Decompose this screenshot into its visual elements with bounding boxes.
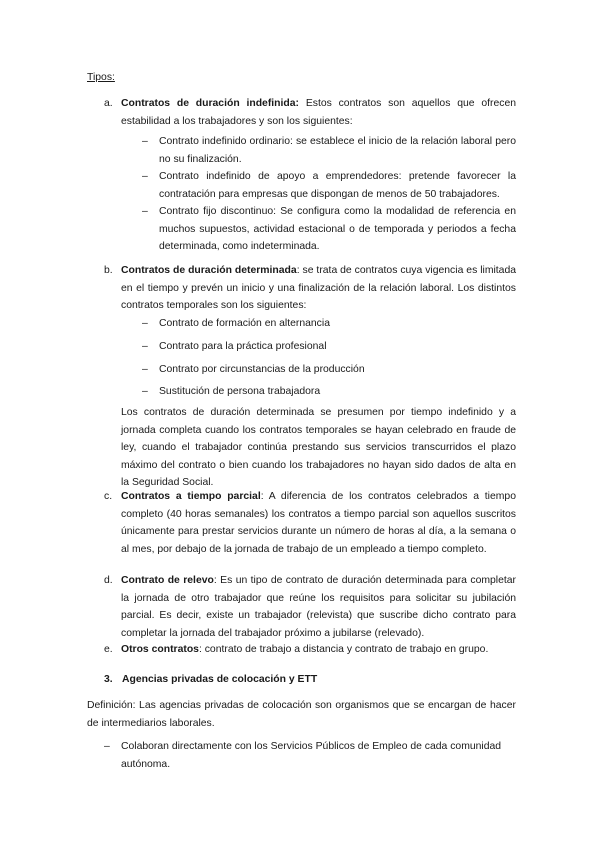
sub-item	[142, 383, 516, 401]
dash-marker: –	[142, 386, 148, 397]
list-marker: e.	[104, 644, 113, 655]
section-number: 3.	[104, 674, 113, 685]
dash-marker: –	[142, 136, 148, 147]
paragraph-text: Los contratos de duración determinada se presumen por tiempo indefinido y a jornada completa cuando los contratos temporales se hayan celebrado en fraude de ley, cuando el trabajador continúa prestando sus servicios transcurridos el plazo máximo del contrato o bien cuando los trabajadores no hayan sido dados de alta en la Seguridad Social.	[121, 407, 516, 489]
definition-paragraph: Definición: Las agencias privadas de colocación son organismos que se encargan de hacer de intermediarios laborales.	[87, 700, 516, 729]
bullet-text: Colaboran directamente con los Servicios Públicos de Empleo de cada comunidad autónoma.	[121, 741, 502, 770]
bullet-item	[104, 738, 516, 773]
section-heading-3	[104, 674, 317, 685]
item-text: : contrato de trabajo a distancia y contrato de trabajo en grupo.	[198, 644, 489, 655]
sub-item	[142, 361, 516, 379]
dash-marker: –	[104, 741, 110, 752]
sub-item-text: Contrato indefinido ordinario: se establece el inicio de la relación laboral pero no su finalización.	[159, 136, 516, 165]
dash-marker: –	[142, 318, 148, 329]
list-marker: d.	[104, 575, 113, 586]
section-heading-tipos: Tipos:	[87, 72, 115, 83]
item-text: : se trata de contratos cuya vigencia es limitada en el tiempo y prevén un inicio y una finalización de la relación laboral. Los distintos contratos temporales son los siguientes:	[121, 265, 517, 312]
sub-item	[142, 315, 516, 333]
section-title: Agencias privadas de colocación y ETT	[122, 674, 318, 685]
item-text: Estos contratos son aquellos que ofrecen estabilidad a los trabajadores y son los siguientes:	[121, 98, 516, 127]
list-item-b	[104, 262, 516, 315]
item-text: : A diferencia de los contratos celebrados a tiempo completo (40 horas semanales) los contratos a tiempo parcial son aquellos suscritos únicamente para prestar servicios durante un número de horas al día, a la semana o al mes, por debajo de la jornada de trabajo de un empleado a tiempo completo.	[121, 491, 516, 555]
list-item-c	[104, 488, 516, 558]
term-bold: Otros contratos	[121, 644, 199, 655]
sub-item	[142, 203, 516, 256]
dash-marker: –	[142, 364, 148, 375]
sub-item-text: Sustitución de persona trabajadora	[159, 386, 321, 397]
dash-marker: –	[142, 171, 148, 182]
dash-marker: –	[142, 341, 148, 352]
term-bold: Contrato de relevo	[121, 575, 214, 586]
list-item-e	[104, 641, 516, 659]
term-bold: Contratos de duración indefinida	[121, 98, 296, 109]
sub-item-text: Contrato para la práctica profesional	[159, 341, 327, 352]
list-marker: a.	[104, 98, 113, 109]
sub-item-text: Contrato fijo discontinuo: Se configura como la modalidad de referencia en muchos supuestos, actividad estacional o de temporada y periodos a fecha determinada, como indeterminada.	[159, 206, 516, 253]
sub-item-text: Contrato de formación en alternancia	[159, 318, 330, 329]
list-item-d	[104, 572, 516, 642]
dash-marker: –	[142, 206, 148, 217]
sub-item-text: Contrato por circunstancias de la producción	[159, 364, 365, 375]
term-bold: Contratos de duración determinada	[121, 265, 297, 276]
item-text: : Es un tipo de contrato de duración determinada para completar la jornada de otro trabajador que reúne los requisitos para solicitar su jubilación parcial. Es decir, existe un trabajador (relevista) que suscribe dicho contrato para completar la jornada del trabajador próximo a jubilarse (relevado).	[121, 575, 516, 639]
list-marker: b.	[104, 265, 113, 276]
sub-item	[142, 133, 516, 168]
term-bold: Contratos a tiempo parcial	[121, 491, 261, 502]
list-item-a: a. Contratos de duración indefinida: Estos contratos son aquellos que ofrecen estabilidad a los trabajadores y son los siguientes:	[104, 95, 516, 130]
list-marker: c.	[104, 491, 113, 502]
sub-item	[142, 338, 516, 356]
sub-item	[142, 168, 516, 203]
sub-item-text: Contrato indefinido de apoyo a emprendedores: pretende favorecer la contratación para empresas que dispongan de menos de 50 trabajadores.	[159, 171, 516, 200]
